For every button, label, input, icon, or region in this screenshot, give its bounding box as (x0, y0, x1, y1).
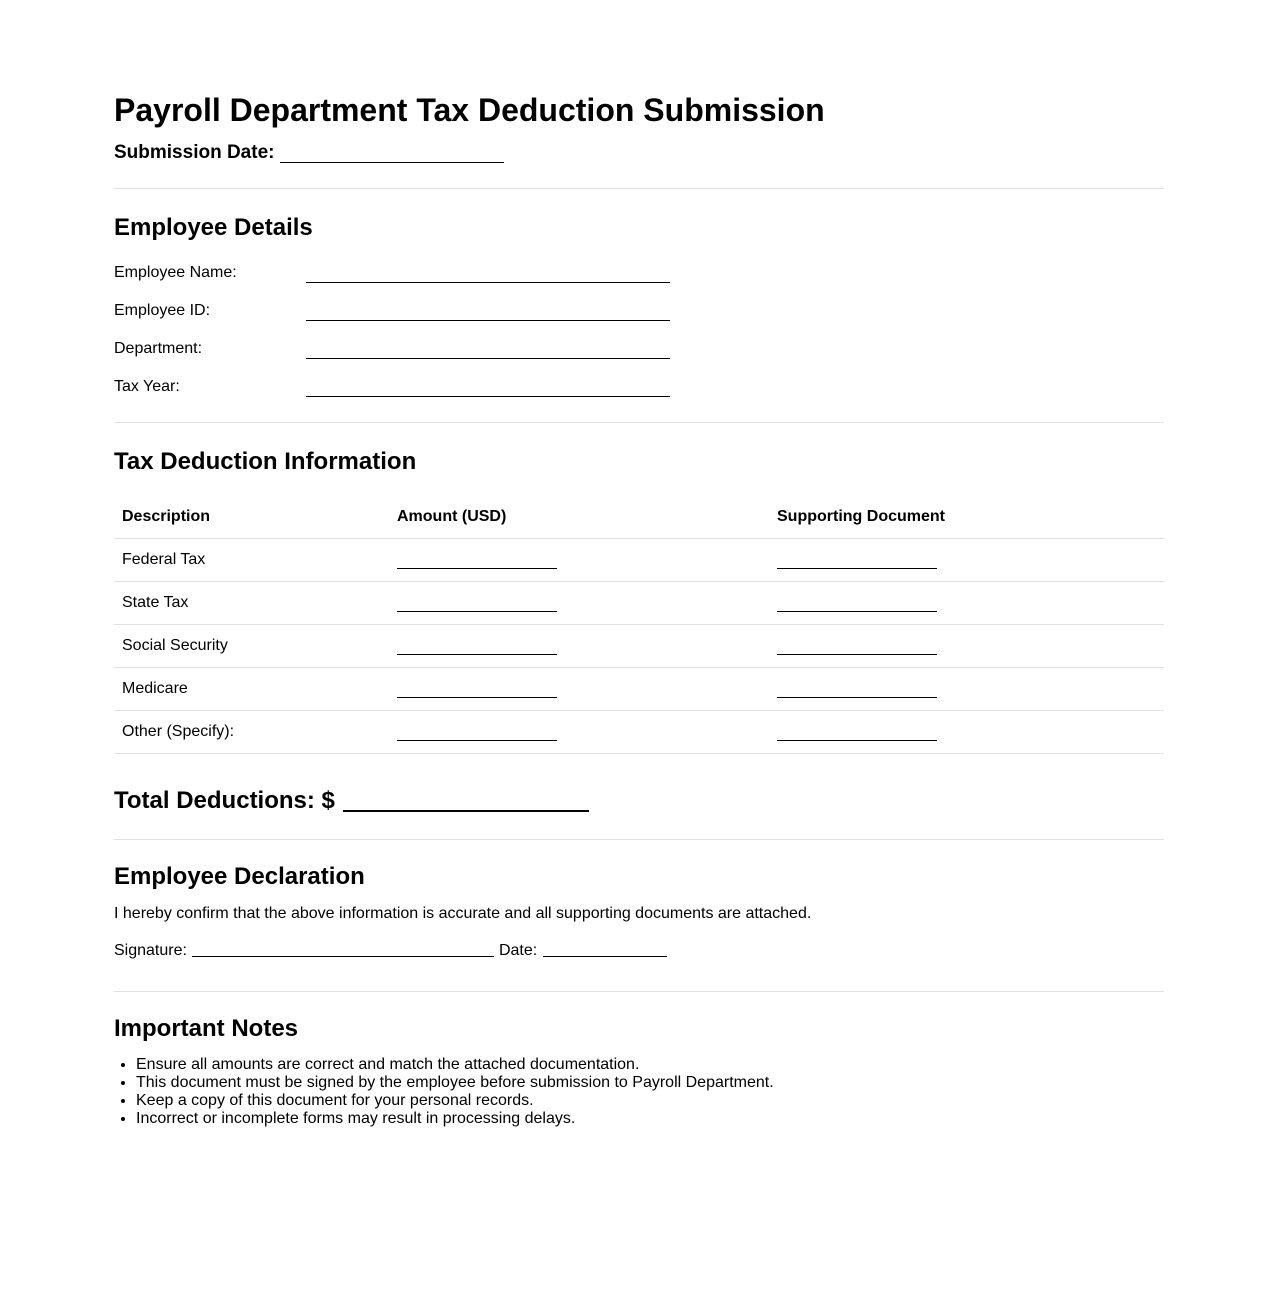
page-title: Payroll Department Tax Deduction Submission (114, 92, 825, 128)
signature-row (114, 938, 1164, 960)
amount-cell (389, 625, 769, 668)
field-row-employee-name (114, 245, 1164, 283)
amount-cell (389, 539, 769, 582)
column-header-description: Description (114, 495, 389, 539)
amount-cell (389, 711, 769, 754)
employee-name-field[interactable] (306, 282, 670, 283)
signature-field[interactable] (192, 956, 494, 957)
employee-id-label: Employee ID: (114, 302, 211, 319)
table-header-row (114, 495, 1164, 539)
tax-year-field[interactable] (306, 396, 670, 397)
table-row (114, 539, 1164, 582)
field-row-tax-year (114, 359, 1164, 397)
department-label: Department: (114, 340, 203, 357)
supporting-document-field[interactable] (777, 740, 937, 741)
amount-field[interactable] (397, 697, 557, 698)
supporting-document-field[interactable] (777, 568, 937, 569)
row-description: State Tax (114, 582, 389, 625)
submission-date-field[interactable] (280, 162, 504, 163)
document-cell (769, 711, 1164, 754)
employee-declaration-heading: Employee Declaration (114, 863, 365, 890)
list-item: • Keep a copy of this document for your personal records. (136, 1092, 1164, 1110)
submission-date-row (114, 142, 1164, 164)
amount-cell (389, 582, 769, 625)
employee-id-field[interactable] (306, 320, 670, 321)
supporting-document-field[interactable] (777, 697, 937, 698)
document-cell (769, 582, 1164, 625)
document-page (114, 0, 1164, 1128)
deduction-table (114, 495, 1164, 754)
field-row-department (114, 321, 1164, 359)
list-item: • Ensure all amounts are correct and match the attached documentation. (136, 1056, 1164, 1074)
list-item: • This document must be signed by the employee before submission to Payroll Department. (136, 1074, 1164, 1092)
row-description: Social Security (114, 625, 389, 668)
table-row (114, 668, 1164, 711)
employee-details-fields (114, 245, 1164, 397)
document-cell (769, 625, 1164, 668)
employee-name-label: Employee Name: (114, 264, 237, 281)
amount-field[interactable] (397, 740, 557, 741)
list-item: • Incorrect or incomplete forms may result in processing delays. (136, 1110, 1164, 1128)
table-row (114, 711, 1164, 754)
important-notes-heading: Important Notes (114, 1015, 299, 1042)
row-description: Federal Tax (114, 539, 389, 582)
row-description: Medicare (114, 668, 389, 711)
column-header-amount: Amount (USD) (389, 495, 769, 539)
amount-cell (389, 668, 769, 711)
department-field[interactable] (306, 358, 670, 359)
tax-deduction-heading: Tax Deduction Information (114, 448, 417, 475)
amount-field[interactable] (397, 611, 557, 612)
submission-date-label: Submission Date: (114, 142, 275, 163)
declaration-date-field[interactable] (543, 956, 667, 957)
total-deductions-label: Total Deductions: $ (114, 787, 335, 814)
table-row (114, 582, 1164, 625)
row-description: Other (Specify): (114, 711, 389, 754)
amount-field[interactable] (397, 654, 557, 655)
document-cell (769, 668, 1164, 711)
signature-label: Signature: (114, 942, 187, 959)
amount-field[interactable] (397, 568, 557, 569)
supporting-document-field[interactable] (777, 654, 937, 655)
tax-year-label: Tax Year: (114, 378, 180, 395)
total-deductions-field[interactable] (343, 810, 589, 812)
table-row (114, 625, 1164, 668)
notes-list (114, 1056, 1164, 1128)
employee-details-heading: Employee Details (114, 214, 313, 241)
total-deductions-row (114, 785, 1164, 815)
supporting-document-field[interactable] (777, 611, 937, 612)
declaration-date-label: Date: (498, 942, 538, 959)
field-row-employee-id (114, 283, 1164, 321)
column-header-supporting-document: Supporting Document (769, 495, 1164, 539)
document-cell (769, 539, 1164, 582)
declaration-text: I hereby confirm that the above information is accurate and all supporting documents are attached. (114, 905, 812, 922)
